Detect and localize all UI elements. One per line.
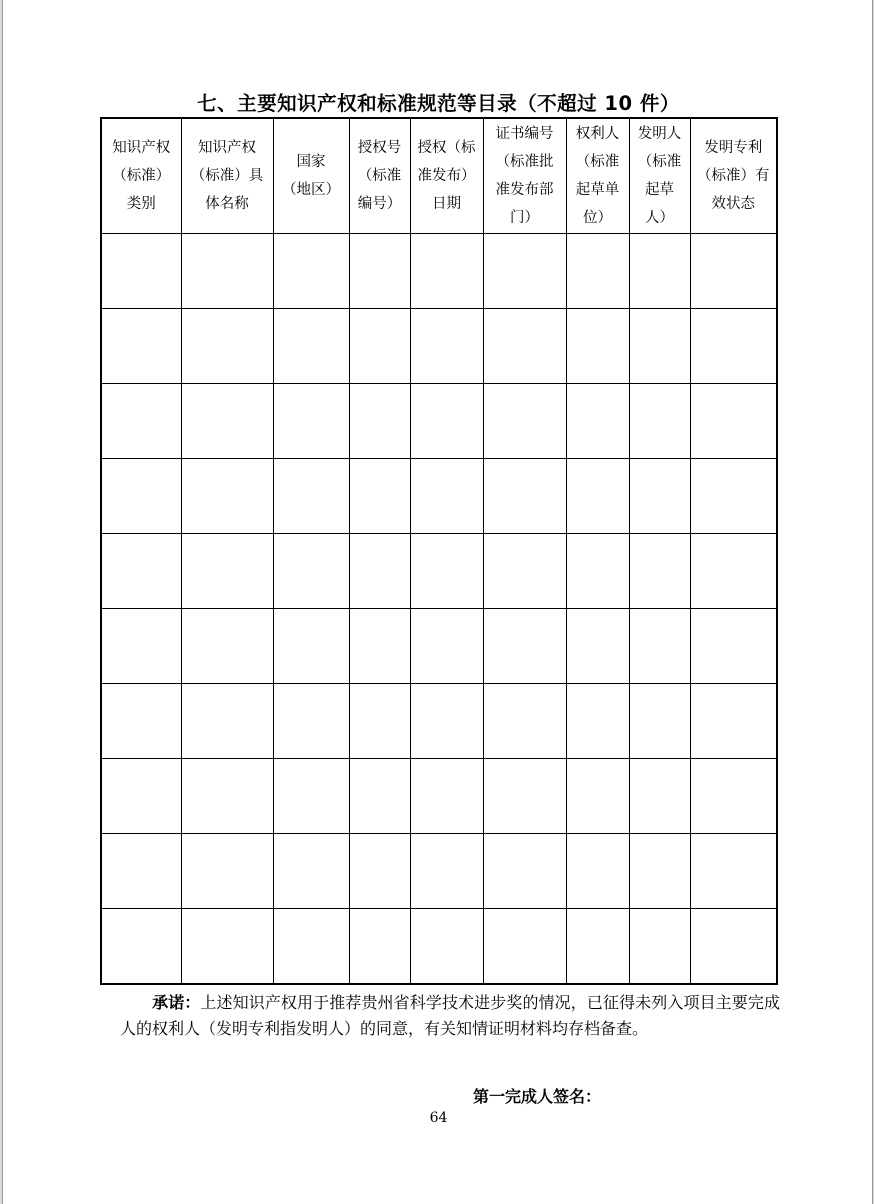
table-cell[interactable] (483, 309, 566, 384)
table-cell[interactable] (181, 834, 273, 909)
table-cell[interactable] (349, 309, 410, 384)
table-cell[interactable] (483, 684, 566, 759)
page-title: 七、主要知识产权和标准规范等目录（不超过 10 件） (197, 92, 680, 115)
column-header: 授权（标 准发布） 日期 (410, 118, 483, 234)
table-cell[interactable] (273, 684, 349, 759)
table-row (101, 684, 777, 759)
table-cell[interactable] (483, 609, 566, 684)
column-header: 证书编号 （标准批 准发布部 门） (483, 118, 566, 234)
table-cell[interactable] (410, 684, 483, 759)
table-cell[interactable] (101, 384, 181, 459)
table-cell[interactable] (181, 309, 273, 384)
table-cell[interactable] (410, 534, 483, 609)
table-cell[interactable] (566, 234, 629, 309)
table-cell[interactable] (181, 534, 273, 609)
table-cell[interactable] (101, 309, 181, 384)
signature-label: 第一完成人签名： (473, 1087, 602, 1106)
table-cell[interactable] (410, 609, 483, 684)
table-cell[interactable] (690, 909, 777, 985)
pledge-paragraph (120, 990, 780, 1042)
table-cell[interactable] (629, 609, 690, 684)
table-cell[interactable] (410, 384, 483, 459)
table-cell[interactable] (566, 834, 629, 909)
table-cell[interactable] (629, 759, 690, 834)
table-cell[interactable] (349, 384, 410, 459)
table-row (101, 384, 777, 459)
table-cell[interactable] (181, 684, 273, 759)
table-cell[interactable] (629, 309, 690, 384)
table-cell[interactable] (690, 759, 777, 834)
table-cell[interactable] (629, 534, 690, 609)
table-cell[interactable] (273, 534, 349, 609)
table-cell[interactable] (690, 384, 777, 459)
table-cell[interactable] (483, 234, 566, 309)
table-row (101, 759, 777, 834)
table-cell[interactable] (101, 759, 181, 834)
table-cell[interactable] (410, 834, 483, 909)
table-cell[interactable] (690, 834, 777, 909)
table-cell[interactable] (566, 909, 629, 985)
table-cell[interactable] (629, 684, 690, 759)
table-cell[interactable] (483, 534, 566, 609)
table-cell[interactable] (566, 609, 629, 684)
column-header: 国家 （地区） (273, 118, 349, 234)
table-row (101, 834, 777, 909)
column-header: 授权号 （标准 编号） (349, 118, 410, 234)
table-cell[interactable] (566, 534, 629, 609)
document-page (2, 0, 873, 1204)
table-cell[interactable] (410, 234, 483, 309)
table-cell[interactable] (410, 759, 483, 834)
table-cell[interactable] (690, 234, 777, 309)
column-header: 权利人 （标准 起草单 位） (566, 118, 629, 234)
table-row (101, 459, 777, 534)
table-cell[interactable] (483, 384, 566, 459)
table-cell[interactable] (101, 834, 181, 909)
table-cell[interactable] (410, 909, 483, 985)
table-cell[interactable] (690, 684, 777, 759)
table-cell[interactable] (410, 459, 483, 534)
column-header: 发明专利 （标准）有 效状态 (690, 118, 777, 234)
pledge-text: 上述知识产权用于推荐贵州省科学技术进步奖的情况，已征得未列入项目主要完成人的权利人（发明专利指发明人）的同意，有关知情证明材料均存档备查。 (120, 993, 780, 1038)
table-cell[interactable] (629, 384, 690, 459)
table-cell[interactable] (181, 909, 273, 985)
table-cell[interactable] (629, 834, 690, 909)
table-row (101, 309, 777, 384)
table-cell[interactable] (181, 384, 273, 459)
column-header: 知识产权 （标准）具 体名称 (181, 118, 273, 234)
table-cell[interactable] (566, 684, 629, 759)
table-cell[interactable] (349, 759, 410, 834)
table-row (101, 909, 777, 985)
column-header: 知识产权 （标准） 类别 (101, 118, 181, 234)
table-cell[interactable] (101, 459, 181, 534)
page-number: 64 (429, 1110, 448, 1126)
table-cell[interactable] (273, 759, 349, 834)
table-cell[interactable] (629, 459, 690, 534)
table-cell[interactable] (629, 234, 690, 309)
table-header-row (101, 118, 777, 234)
table-cell[interactable] (273, 309, 349, 384)
table-cell[interactable] (101, 234, 181, 309)
table-cell[interactable] (349, 684, 410, 759)
table-cell[interactable] (181, 609, 273, 684)
table-cell[interactable] (101, 534, 181, 609)
table-cell[interactable] (483, 909, 566, 985)
table-cell[interactable] (349, 609, 410, 684)
table-cell[interactable] (566, 459, 629, 534)
table-cell[interactable] (483, 459, 566, 534)
table-cell[interactable] (273, 909, 349, 985)
table-cell[interactable] (566, 759, 629, 834)
table-cell[interactable] (483, 759, 566, 834)
table-cell[interactable] (273, 609, 349, 684)
table-cell[interactable] (349, 834, 410, 909)
table-cell[interactable] (181, 459, 273, 534)
table-cell[interactable] (566, 384, 629, 459)
table-cell[interactable] (349, 459, 410, 534)
table-cell[interactable] (690, 309, 777, 384)
table-cell[interactable] (410, 309, 483, 384)
table-cell[interactable] (273, 234, 349, 309)
table-cell[interactable] (273, 834, 349, 909)
ip-catalog-table (100, 117, 778, 985)
table-cell[interactable] (690, 459, 777, 534)
table-row (101, 534, 777, 609)
table-cell[interactable] (690, 534, 777, 609)
table-cell[interactable] (566, 309, 629, 384)
table-cell[interactable] (181, 759, 273, 834)
table-cell[interactable] (101, 609, 181, 684)
table-cell[interactable] (483, 834, 566, 909)
table-cell[interactable] (273, 459, 349, 534)
table-cell[interactable] (349, 909, 410, 985)
table-cell[interactable] (101, 909, 181, 985)
column-header: 发明人 （标准 起草 人） (629, 118, 690, 234)
table-cell[interactable] (629, 909, 690, 985)
table-cell[interactable] (349, 234, 410, 309)
pledge-lead: 承诺： (152, 993, 201, 1012)
table-body (101, 234, 777, 985)
table-cell[interactable] (349, 534, 410, 609)
table-cell[interactable] (273, 384, 349, 459)
table-row (101, 609, 777, 684)
table-row (101, 234, 777, 309)
table-cell[interactable] (690, 609, 777, 684)
table-cell[interactable] (101, 684, 181, 759)
table-cell[interactable] (181, 234, 273, 309)
